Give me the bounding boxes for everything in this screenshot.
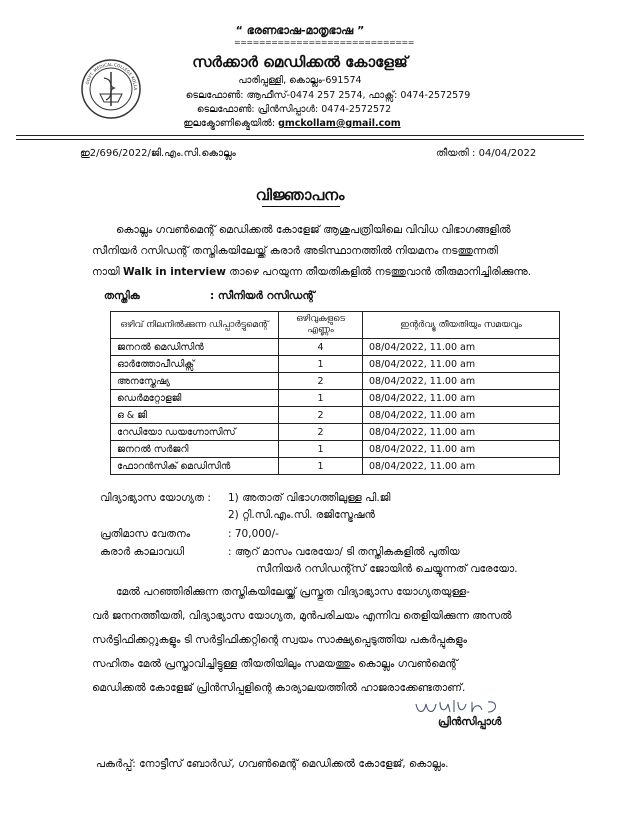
department-cell: ഓർത്തോപീഡിക്സ് <box>111 356 279 373</box>
table-header-row <box>111 312 560 339</box>
interview-date-cell: 08/04/2022, 11.00 am <box>363 407 560 424</box>
header-department: ഒഴിവ് നിലനിൽക്കുന്ന ഡിപ്പാർട്ടുമെന്റ് <box>111 312 279 339</box>
department-cell: അനസ്തേഷ്യ <box>111 373 279 390</box>
intro-paragraph <box>92 220 546 283</box>
reference-number: ഇ2/696/2022/ജി.എം.സി.കൊല്ലം <box>80 148 236 159</box>
qualification-label: വിദ്യാഭ്യാസ യോഗ്യത : <box>100 492 211 504</box>
vacancy-count-cell: 4 <box>279 339 363 356</box>
phone-principal: ടെലഫോൺ: പ്രിൻസിപ്പാൾ: 0474-2572572 <box>196 104 392 115</box>
instructions-line-2: വർ ജനനത്തീയതി, വിദ്യാഭ്യാസ യോഗ്യത, മുൻപരിചയം എന്നിവ തെളിയിക്കുന്ന അസൽ <box>92 610 512 622</box>
motto-divider: ============================= <box>234 38 414 47</box>
logo-text: GOVT. MEDICAL COLLEGE KOLLA <box>84 61 139 91</box>
table-row <box>111 373 560 390</box>
instructions-line-3: സർട്ടിഫിക്കറ്റുകളും ടി സർട്ടിഫിക്കറ്റിന്റെ സ്വയം സാക്ഷ്യപ്പെടുത്തിയ പകർപ്പുകളും <box>92 634 468 646</box>
interview-date-cell: 08/04/2022, 11.00 am <box>363 339 560 356</box>
intro-line-2: സീനിയർ റസിഡന്റ് തസ്തികയിലേയ്ക്ക് കരാർ അടിസ്ഥാനത്തിൽ നിയമനം നടത്തുന്നതി <box>92 245 498 257</box>
email-label: ഇലക്ട്രോണിക്മെയിൽ: <box>183 118 276 129</box>
salary-label: പ്രതിമാസ വേതനം <box>100 528 191 540</box>
email-link[interactable]: gmckollam@gmail.com <box>278 118 401 129</box>
interview-date-cell: 08/04/2022, 11.00 am <box>363 390 560 407</box>
qualification-1: 1) അതാത് വിഭാഗത്തിലുള്ള പി.ജി <box>228 492 391 504</box>
header-interview: ഇന്റർവ്യൂ തീയതിയും സമയവും <box>363 312 560 339</box>
notice-title: വിജ്ഞാപനം <box>255 186 345 204</box>
table-row <box>111 339 560 356</box>
walk-in-interview: Walk in interview <box>123 266 226 278</box>
qualification-2: 2) റ്റി.സി.എം.സി. രജിസ്ട്രേഷൻ <box>228 509 375 521</box>
date-value: 04/04/2022 <box>478 148 537 159</box>
phone-office: ടെലഫോൺ: ആഫീസ്-0474 257 2574, ഫാക്സ്: 0474-2572579 <box>185 90 471 101</box>
interview-date-cell: 08/04/2022, 11.00 am <box>363 356 560 373</box>
principal-title: പ്രിൻസിപ്പാൾ <box>438 716 502 728</box>
table-row <box>111 390 560 407</box>
vacancy-count-cell: 1 <box>279 441 363 458</box>
vacancy-count-cell: 1 <box>279 458 363 475</box>
department-cell: ജനറൽ മെഡിസിൻ <box>111 339 279 356</box>
date-label: തീയതി : <box>436 148 476 159</box>
vacancy-count-cell: 1 <box>279 390 363 407</box>
vacancy-table <box>110 311 560 475</box>
instructions-line-5: മെഡിക്കൽ കോളേജ് പ്രിൻസിപ്പളിന്റെ കാര്യാലയത്തിൽ ഹാജരാക്കേണ്ടതാണ്. <box>92 682 466 694</box>
department-cell: ഡെർമറ്റോളജി <box>111 390 279 407</box>
post-label: തസ്തിക <box>104 290 140 302</box>
instructions-line-4: സഹിതം മേൽ പ്രസ്താവിച്ചിട്ടുള്ള തീയതിയിലും സമയത്തും കൊല്ലം ഗവൺമെന്റ് <box>92 658 458 670</box>
motto: “ ഭരണഭാഷ-മാതൃഭാഷ ” <box>235 24 365 37</box>
interview-date-cell: 08/04/2022, 11.00 am <box>363 424 560 441</box>
vacancy-count-cell: 2 <box>279 424 363 441</box>
interview-date-cell: 08/04/2022, 11.00 am <box>363 441 560 458</box>
instructions-paragraph <box>92 580 552 700</box>
table-row <box>111 441 560 458</box>
vacancy-count-cell: 2 <box>279 407 363 424</box>
contract-period-line-1: : ആറ് മാസം വരേയോ/ ടി തസ്തികകളിൽ പുതിയ <box>228 546 460 558</box>
post-value: : സീനിയർ റസിഡന്റ് <box>210 290 315 302</box>
department-cell: ജനറൽ സർജറി <box>111 441 279 458</box>
intro-line-1: കൊല്ലം ഗവൺമെന്റ് മെഡിക്കൽ കോളേജ് ആശുപത്രിയിലെ വിവിധ വിഭാഗങ്ങളിൽ <box>116 224 511 236</box>
interview-date-cell: 08/04/2022, 11.00 am <box>363 373 560 390</box>
header-rule-bottom <box>16 139 584 140</box>
table-row <box>111 424 560 441</box>
vacancy-count-cell: 1 <box>279 356 363 373</box>
intro-line-3: നായി Walk in interview താഴെ പറയുന്ന തീയതികളിൽ നടത്തുവാൻ തീരുമാനിച്ചിരിക്കുന്നു. <box>92 266 532 278</box>
department-cell: ഒ & ജി <box>111 407 279 424</box>
contract-period-line-2: സീനിയർ റസിഡന്റ്സ് ജോയിൻ ചെയ്യുന്നത് വരേയോ. <box>256 563 518 575</box>
notice-title-underline <box>262 206 340 207</box>
email-line <box>0 118 592 129</box>
instructions-line-1: മേൽ പറഞ്ഞിരിക്കുന്ന തസ്തികയിലേയ്ക്ക് പ്രസ്തുത വിദ്യാഭ്യാസ യോഗ്യതയുള്ള- <box>116 586 470 598</box>
college-name: സർക്കാർ മെഡിക്കൽ കോളേജ് <box>192 53 408 71</box>
header-rule-top <box>16 135 584 136</box>
copy-to: പകർപ്പ്: നോട്ടീസ് ബോർഡ്, ഗവൺമെന്റ് മെഡിക്കൽ കോളേജ്, കൊല്ലം. <box>96 758 449 770</box>
header-vacancies: ഒഴിവുകളുടെ എണ്ണം <box>279 312 363 339</box>
salary-value: : 70,000/- <box>228 528 279 540</box>
vacancy-count-cell: 2 <box>279 373 363 390</box>
table-row <box>111 458 560 475</box>
table-row <box>111 407 560 424</box>
department-cell: ഫോറൻസിക് മെഡിസിൻ <box>111 458 279 475</box>
reference-date <box>436 148 536 159</box>
department-cell: റേഡിയോ ഡയഗ്നോസിസ് <box>111 424 279 441</box>
college-address: പാരിപ്പള്ളി, കൊല്ലം-691574 <box>238 75 362 86</box>
table-row <box>111 356 560 373</box>
contract-period-label: കരാർ കാലാവധി <box>100 546 184 558</box>
interview-date-cell: 08/04/2022, 11.00 am <box>363 458 560 475</box>
